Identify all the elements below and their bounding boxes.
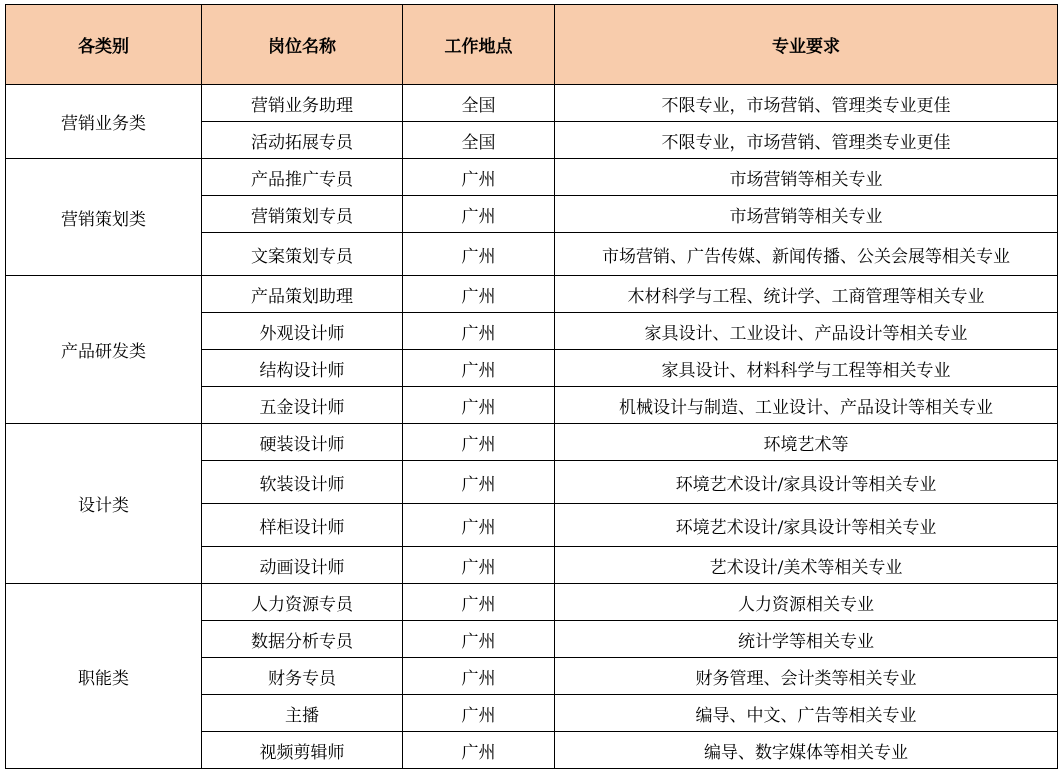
requirement-cell: 机械设计与制造、工业设计、产品设计等相关专业 bbox=[555, 387, 1058, 424]
location-cell: 全国 bbox=[403, 85, 555, 122]
category-cell: 营销业务类 bbox=[6, 85, 202, 159]
position-cell: 文案策划专员 bbox=[202, 233, 403, 276]
position-cell: 活动拓展专员 bbox=[202, 122, 403, 159]
location-cell: 广州 bbox=[403, 584, 555, 621]
category-cell: 产品研发类 bbox=[6, 276, 202, 424]
table-row bbox=[6, 584, 1058, 621]
location-cell: 全国 bbox=[403, 122, 555, 159]
header-requirement: 专业要求 bbox=[555, 5, 1058, 85]
position-cell: 动画设计师 bbox=[202, 547, 403, 584]
table-row bbox=[6, 159, 1058, 196]
position-cell: 五金设计师 bbox=[202, 387, 403, 424]
location-cell: 广州 bbox=[403, 233, 555, 276]
requirement-cell: 艺术设计/美术等相关专业 bbox=[555, 547, 1058, 584]
position-cell: 样柜设计师 bbox=[202, 504, 403, 547]
location-cell: 广州 bbox=[403, 387, 555, 424]
location-cell: 广州 bbox=[403, 424, 555, 461]
location-cell: 广州 bbox=[403, 461, 555, 504]
table-row bbox=[6, 424, 1058, 461]
position-cell: 营销业务助理 bbox=[202, 85, 403, 122]
location-cell: 广州 bbox=[403, 621, 555, 658]
requirement-cell: 不限专业，市场营销、管理类专业更佳 bbox=[555, 122, 1058, 159]
job-table bbox=[5, 4, 1058, 769]
position-cell: 产品策划助理 bbox=[202, 276, 403, 313]
position-cell: 结构设计师 bbox=[202, 350, 403, 387]
table-row bbox=[6, 85, 1058, 122]
header-position: 岗位名称 bbox=[202, 5, 403, 85]
position-cell: 主播 bbox=[202, 695, 403, 732]
requirement-cell: 木材科学与工程、统计学、工商管理等相关专业 bbox=[555, 276, 1058, 313]
requirement-cell: 不限专业，市场营销、管理类专业更佳 bbox=[555, 85, 1058, 122]
location-cell: 广州 bbox=[403, 547, 555, 584]
requirement-cell: 环境艺术设计/家具设计等相关专业 bbox=[555, 461, 1058, 504]
position-cell: 产品推广专员 bbox=[202, 159, 403, 196]
location-cell: 广州 bbox=[403, 695, 555, 732]
position-cell: 数据分析专员 bbox=[202, 621, 403, 658]
requirement-cell: 编导、数字媒体等相关专业 bbox=[555, 732, 1058, 769]
location-cell: 广州 bbox=[403, 313, 555, 350]
header-row bbox=[6, 5, 1058, 85]
requirement-cell: 环境艺术等 bbox=[555, 424, 1058, 461]
location-cell: 广州 bbox=[403, 276, 555, 313]
position-cell: 软装设计师 bbox=[202, 461, 403, 504]
position-cell: 外观设计师 bbox=[202, 313, 403, 350]
header-location: 工作地点 bbox=[403, 5, 555, 85]
header-category: 各类别 bbox=[6, 5, 202, 85]
category-cell: 职能类 bbox=[6, 584, 202, 769]
location-cell: 广州 bbox=[403, 504, 555, 547]
location-cell: 广州 bbox=[403, 196, 555, 233]
position-cell: 硬装设计师 bbox=[202, 424, 403, 461]
location-cell: 广州 bbox=[403, 159, 555, 196]
requirement-cell: 人力资源相关专业 bbox=[555, 584, 1058, 621]
requirement-cell: 编导、中文、广告等相关专业 bbox=[555, 695, 1058, 732]
requirement-cell: 市场营销等相关专业 bbox=[555, 159, 1058, 196]
requirement-cell: 统计学等相关专业 bbox=[555, 621, 1058, 658]
requirement-cell: 市场营销等相关专业 bbox=[555, 196, 1058, 233]
requirement-cell: 财务管理、会计类等相关专业 bbox=[555, 658, 1058, 695]
location-cell: 广州 bbox=[403, 658, 555, 695]
requirement-cell: 环境艺术设计/家具设计等相关专业 bbox=[555, 504, 1058, 547]
location-cell: 广州 bbox=[403, 732, 555, 769]
position-cell: 人力资源专员 bbox=[202, 584, 403, 621]
requirement-cell: 市场营销、广告传媒、新闻传播、公关会展等相关专业 bbox=[555, 233, 1058, 276]
category-cell: 营销策划类 bbox=[6, 159, 202, 276]
position-cell: 财务专员 bbox=[202, 658, 403, 695]
requirement-cell: 家具设计、工业设计、产品设计等相关专业 bbox=[555, 313, 1058, 350]
table-row bbox=[6, 276, 1058, 313]
position-cell: 视频剪辑师 bbox=[202, 732, 403, 769]
category-cell: 设计类 bbox=[6, 424, 202, 584]
requirement-cell: 家具设计、材料科学与工程等相关专业 bbox=[555, 350, 1058, 387]
position-cell: 营销策划专员 bbox=[202, 196, 403, 233]
location-cell: 广州 bbox=[403, 350, 555, 387]
